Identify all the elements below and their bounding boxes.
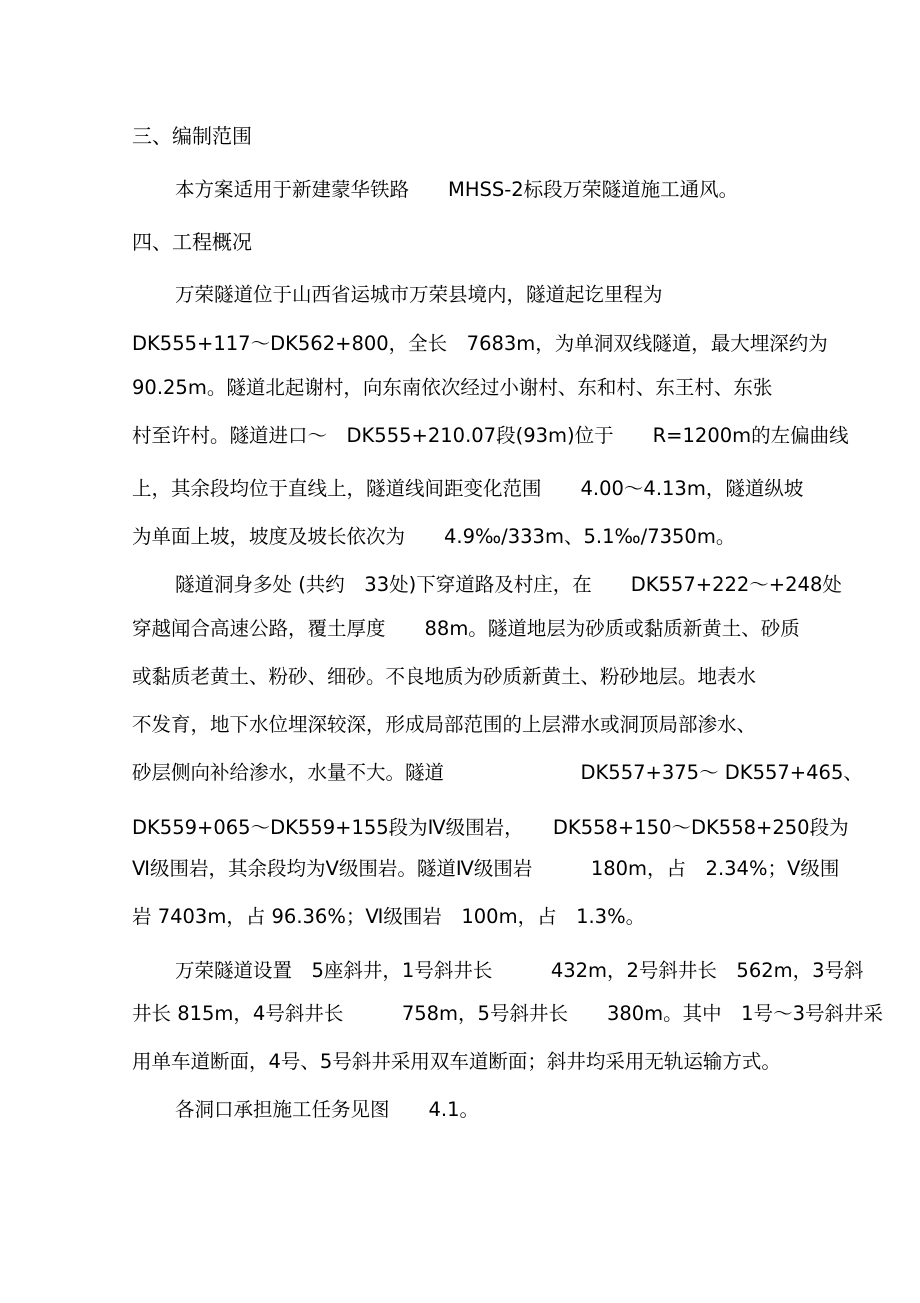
shaft-line-3: 用单车道断面，4号、5号斜井采用双车道断面；斜井均采用无轨运输方式。 [132,1050,781,1073]
geology-line-1: 隧道洞身多处 (共约 33处)下穿道路及村庄，在 DK557+222～+248处 [175,573,842,596]
geology-line-2: 穿越闻合高速公路，覆土厚度 88m。隧道地层为砂质或黏质新黄土、砂质 [132,617,800,640]
overview-line-6: 为单面上坡，坡度及坡长依次为 4.9‰/333m、5.1‰/7350m。 [132,525,736,548]
geology-line-3: 或黏质老黄土、粉砂、细砂。不良地质为砂质新黄土、粉砂地层。地表水 [132,665,757,688]
overview-line-2: DK555+117～DK562+800，全长 7683m，为单洞双线隧道，最大埋深约为 [132,332,828,355]
section-heading-overview: 四、工程概况 [132,230,252,254]
geology-line-4: 不发育，地下水位埋深较深，形成局部范围的上层滞水或洞顶局部渗水、 [132,713,757,736]
scope-paragraph: 本方案适用于新建蒙华铁路 MHSS-2标段万荣隧道施工通风。 [175,178,739,201]
geology-line-6: DK559+065～DK559+155段为Ⅳ级围岩， DK558+150～DK558+250段为 [132,816,849,839]
task-paragraph: 各洞口承担施工任务见图 4.1。 [175,1098,480,1121]
overview-line-1: 万荣隧道位于山西省运城市万荣县境内，隧道起讫里程为 [175,283,663,306]
overview-line-3: 90.25m。隧道北起谢村，向东南依次经过小谢村、东和村、东王村、东张 [132,376,773,399]
overview-line-5: 上，其余段均位于直线上，隧道线间距变化范围 4.00～4.13m，隧道纵坡 [132,477,804,500]
section-heading-scope: 三、编制范围 [132,124,252,148]
geology-line-7: Ⅵ级围岩，其余段均为Ⅴ级围岩。隧道Ⅳ级围岩 180m，占 2.34%；Ⅴ级围 [132,857,840,880]
shaft-line-2: 井长 815m，4号斜井长 758m，5号斜井长 380m。其中 1号～3号斜井采 [132,1002,883,1025]
overview-line-4: 村至许村。隧道进口～ DK555+210.07段(93m)位于 R=1200m的左偏曲线 [132,424,849,447]
geology-line-8: 岩 7403m，占 96.36%；Ⅵ级围岩 100m，占 1.3%。 [132,905,646,928]
geology-line-5: 砂层侧向补给渗水，水量不大。隧道 DK557+375～ DK557+465、 [132,761,863,784]
shaft-line-1: 万荣隧道设置 5座斜井，1号斜井长 432m，2号斜井长 562m，3号斜 [175,959,864,982]
